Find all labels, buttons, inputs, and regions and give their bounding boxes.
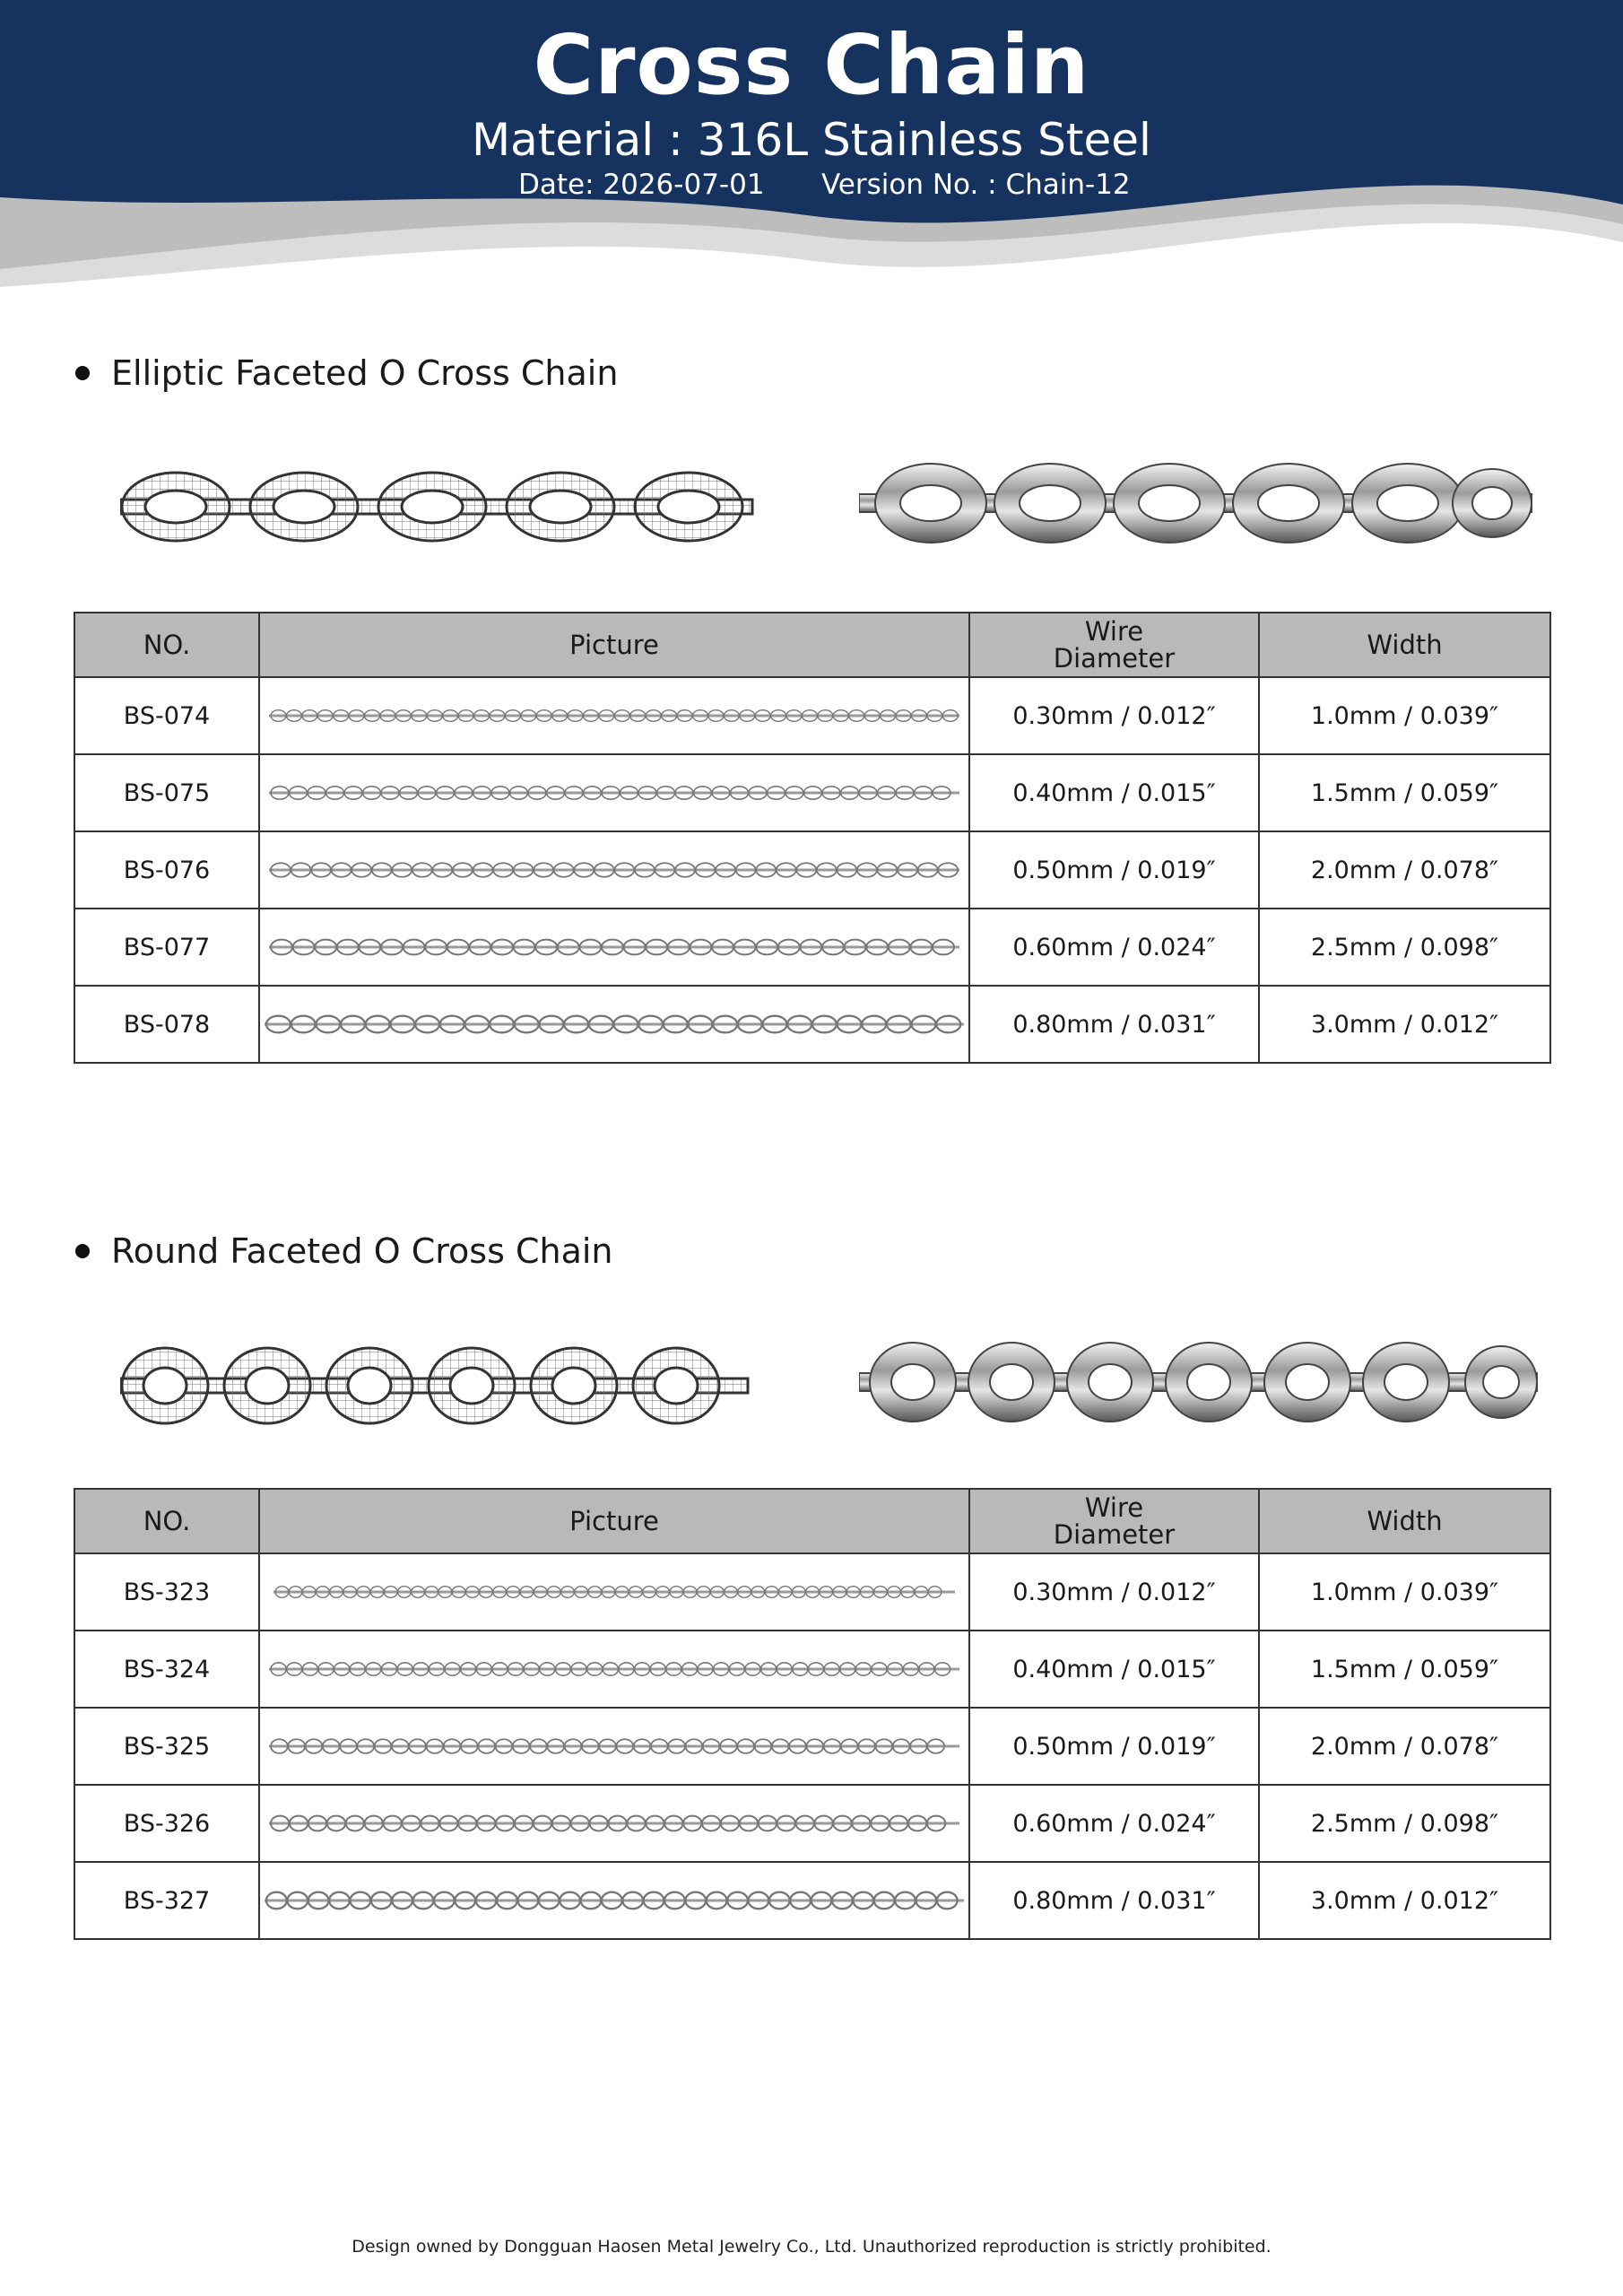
version-label: Version No. : Chain-12 xyxy=(821,169,1131,201)
chain-thumbnail xyxy=(269,1733,959,1760)
cell-wire-diameter: 0.40mm / 0.015″ xyxy=(969,754,1259,831)
section-title-text: Elliptic Faceted O Cross Chain xyxy=(111,353,619,393)
table-row xyxy=(74,1553,1550,1631)
col-header-no: NO. xyxy=(74,613,259,677)
col-header-no: NO. xyxy=(74,1489,259,1553)
cell-picture xyxy=(259,1785,969,1862)
cell-picture xyxy=(259,831,969,909)
chain-render-illustration xyxy=(859,453,1533,552)
chain-thumbnail xyxy=(269,857,959,883)
cell-wire-diameter: 0.60mm / 0.024″ xyxy=(969,909,1259,986)
footer-copyright: Design owned by Dongguan Haosen Metal Jewelry Co., Ltd. Unauthorized reproduction is strictly prohibited. xyxy=(352,2237,1271,2257)
cell-wire-diameter: 0.80mm / 0.031″ xyxy=(969,1862,1259,1939)
table-row xyxy=(74,1785,1550,1862)
cell-picture xyxy=(259,754,969,831)
cell-wire-diameter: 0.30mm / 0.012″ xyxy=(969,677,1259,754)
chain-render-illustration xyxy=(859,1332,1539,1431)
cell-no: BS-326 xyxy=(74,1785,259,1862)
spec-table-elliptic xyxy=(74,612,1551,1064)
chain-wireframe-illustration xyxy=(120,457,757,556)
table-row xyxy=(74,1708,1550,1785)
chain-thumbnail xyxy=(273,1578,955,1605)
date-label: Date: 2026-07-01 xyxy=(518,169,765,201)
cell-width: 3.0mm / 0.012″ xyxy=(1259,1862,1550,1939)
table-row xyxy=(74,1631,1550,1708)
col-header-wire-diameter: Wire Diameter xyxy=(969,1489,1259,1553)
chain-thumbnail xyxy=(269,1656,959,1683)
cell-picture xyxy=(259,1631,969,1708)
cell-no: BS-074 xyxy=(74,677,259,754)
chain-thumbnail xyxy=(265,1010,964,1039)
cell-picture xyxy=(259,986,969,1063)
cell-wire-diameter: 0.60mm / 0.024″ xyxy=(969,1785,1259,1862)
table-row xyxy=(74,909,1550,986)
page-title: Cross Chain xyxy=(533,17,1090,113)
cell-wire-diameter: 0.50mm / 0.019″ xyxy=(969,1708,1259,1785)
cell-wire-diameter: 0.30mm / 0.012″ xyxy=(969,1553,1259,1631)
cell-no: BS-327 xyxy=(74,1862,259,1939)
cell-no: BS-324 xyxy=(74,1631,259,1708)
cell-picture xyxy=(259,1708,969,1785)
cell-width: 2.0mm / 0.078″ xyxy=(1259,831,1550,909)
col-header-picture: Picture xyxy=(259,613,969,677)
col-header-width: Width xyxy=(1259,613,1550,677)
cell-picture xyxy=(259,677,969,754)
table-row xyxy=(74,754,1550,831)
cell-picture xyxy=(259,1553,969,1631)
cell-picture xyxy=(259,1862,969,1939)
chain-thumbnail xyxy=(269,779,959,806)
cell-no: BS-325 xyxy=(74,1708,259,1785)
cell-width: 3.0mm / 0.012″ xyxy=(1259,986,1550,1063)
col-header-width: Width xyxy=(1259,1489,1550,1553)
cell-no: BS-077 xyxy=(74,909,259,986)
table-header-row xyxy=(74,1489,1550,1553)
chain-thumbnail xyxy=(269,702,959,729)
chain-thumbnail xyxy=(265,1886,964,1915)
cell-width: 1.0mm / 0.039″ xyxy=(1259,677,1550,754)
bullet-icon xyxy=(75,366,90,380)
section-title-text: Round Faceted O Cross Chain xyxy=(111,1231,613,1271)
cell-wire-diameter: 0.40mm / 0.015″ xyxy=(969,1631,1259,1708)
cell-no: BS-323 xyxy=(74,1553,259,1631)
chain-wireframe-illustration xyxy=(120,1336,751,1435)
chain-thumbnail xyxy=(269,1810,959,1837)
table-row xyxy=(74,831,1550,909)
cell-width: 1.5mm / 0.059″ xyxy=(1259,754,1550,831)
section-title-round xyxy=(75,1230,613,1273)
header-banner xyxy=(0,0,1623,296)
material-subtitle: Material : 316L Stainless Steel xyxy=(472,114,1151,166)
cell-no: BS-075 xyxy=(74,754,259,831)
cell-no: BS-076 xyxy=(74,831,259,909)
table-header-row xyxy=(74,613,1550,677)
cell-picture xyxy=(259,909,969,986)
cell-no: BS-078 xyxy=(74,986,259,1063)
cell-width: 2.0mm / 0.078″ xyxy=(1259,1708,1550,1785)
section-title-elliptic xyxy=(75,352,618,395)
cell-width: 2.5mm / 0.098″ xyxy=(1259,909,1550,986)
table-row xyxy=(74,677,1550,754)
bullet-icon xyxy=(75,1244,90,1258)
chain-thumbnail xyxy=(269,934,959,961)
table-row xyxy=(74,986,1550,1063)
cell-width: 1.5mm / 0.059″ xyxy=(1259,1631,1550,1708)
cell-wire-diameter: 0.50mm / 0.019″ xyxy=(969,831,1259,909)
col-header-wire-diameter: Wire Diameter xyxy=(969,613,1259,677)
cell-width: 1.0mm / 0.039″ xyxy=(1259,1553,1550,1631)
cell-width: 2.5mm / 0.098″ xyxy=(1259,1785,1550,1862)
spec-table-round xyxy=(74,1488,1551,1940)
col-header-picture: Picture xyxy=(259,1489,969,1553)
table-row xyxy=(74,1862,1550,1939)
cell-wire-diameter: 0.80mm / 0.031″ xyxy=(969,986,1259,1063)
